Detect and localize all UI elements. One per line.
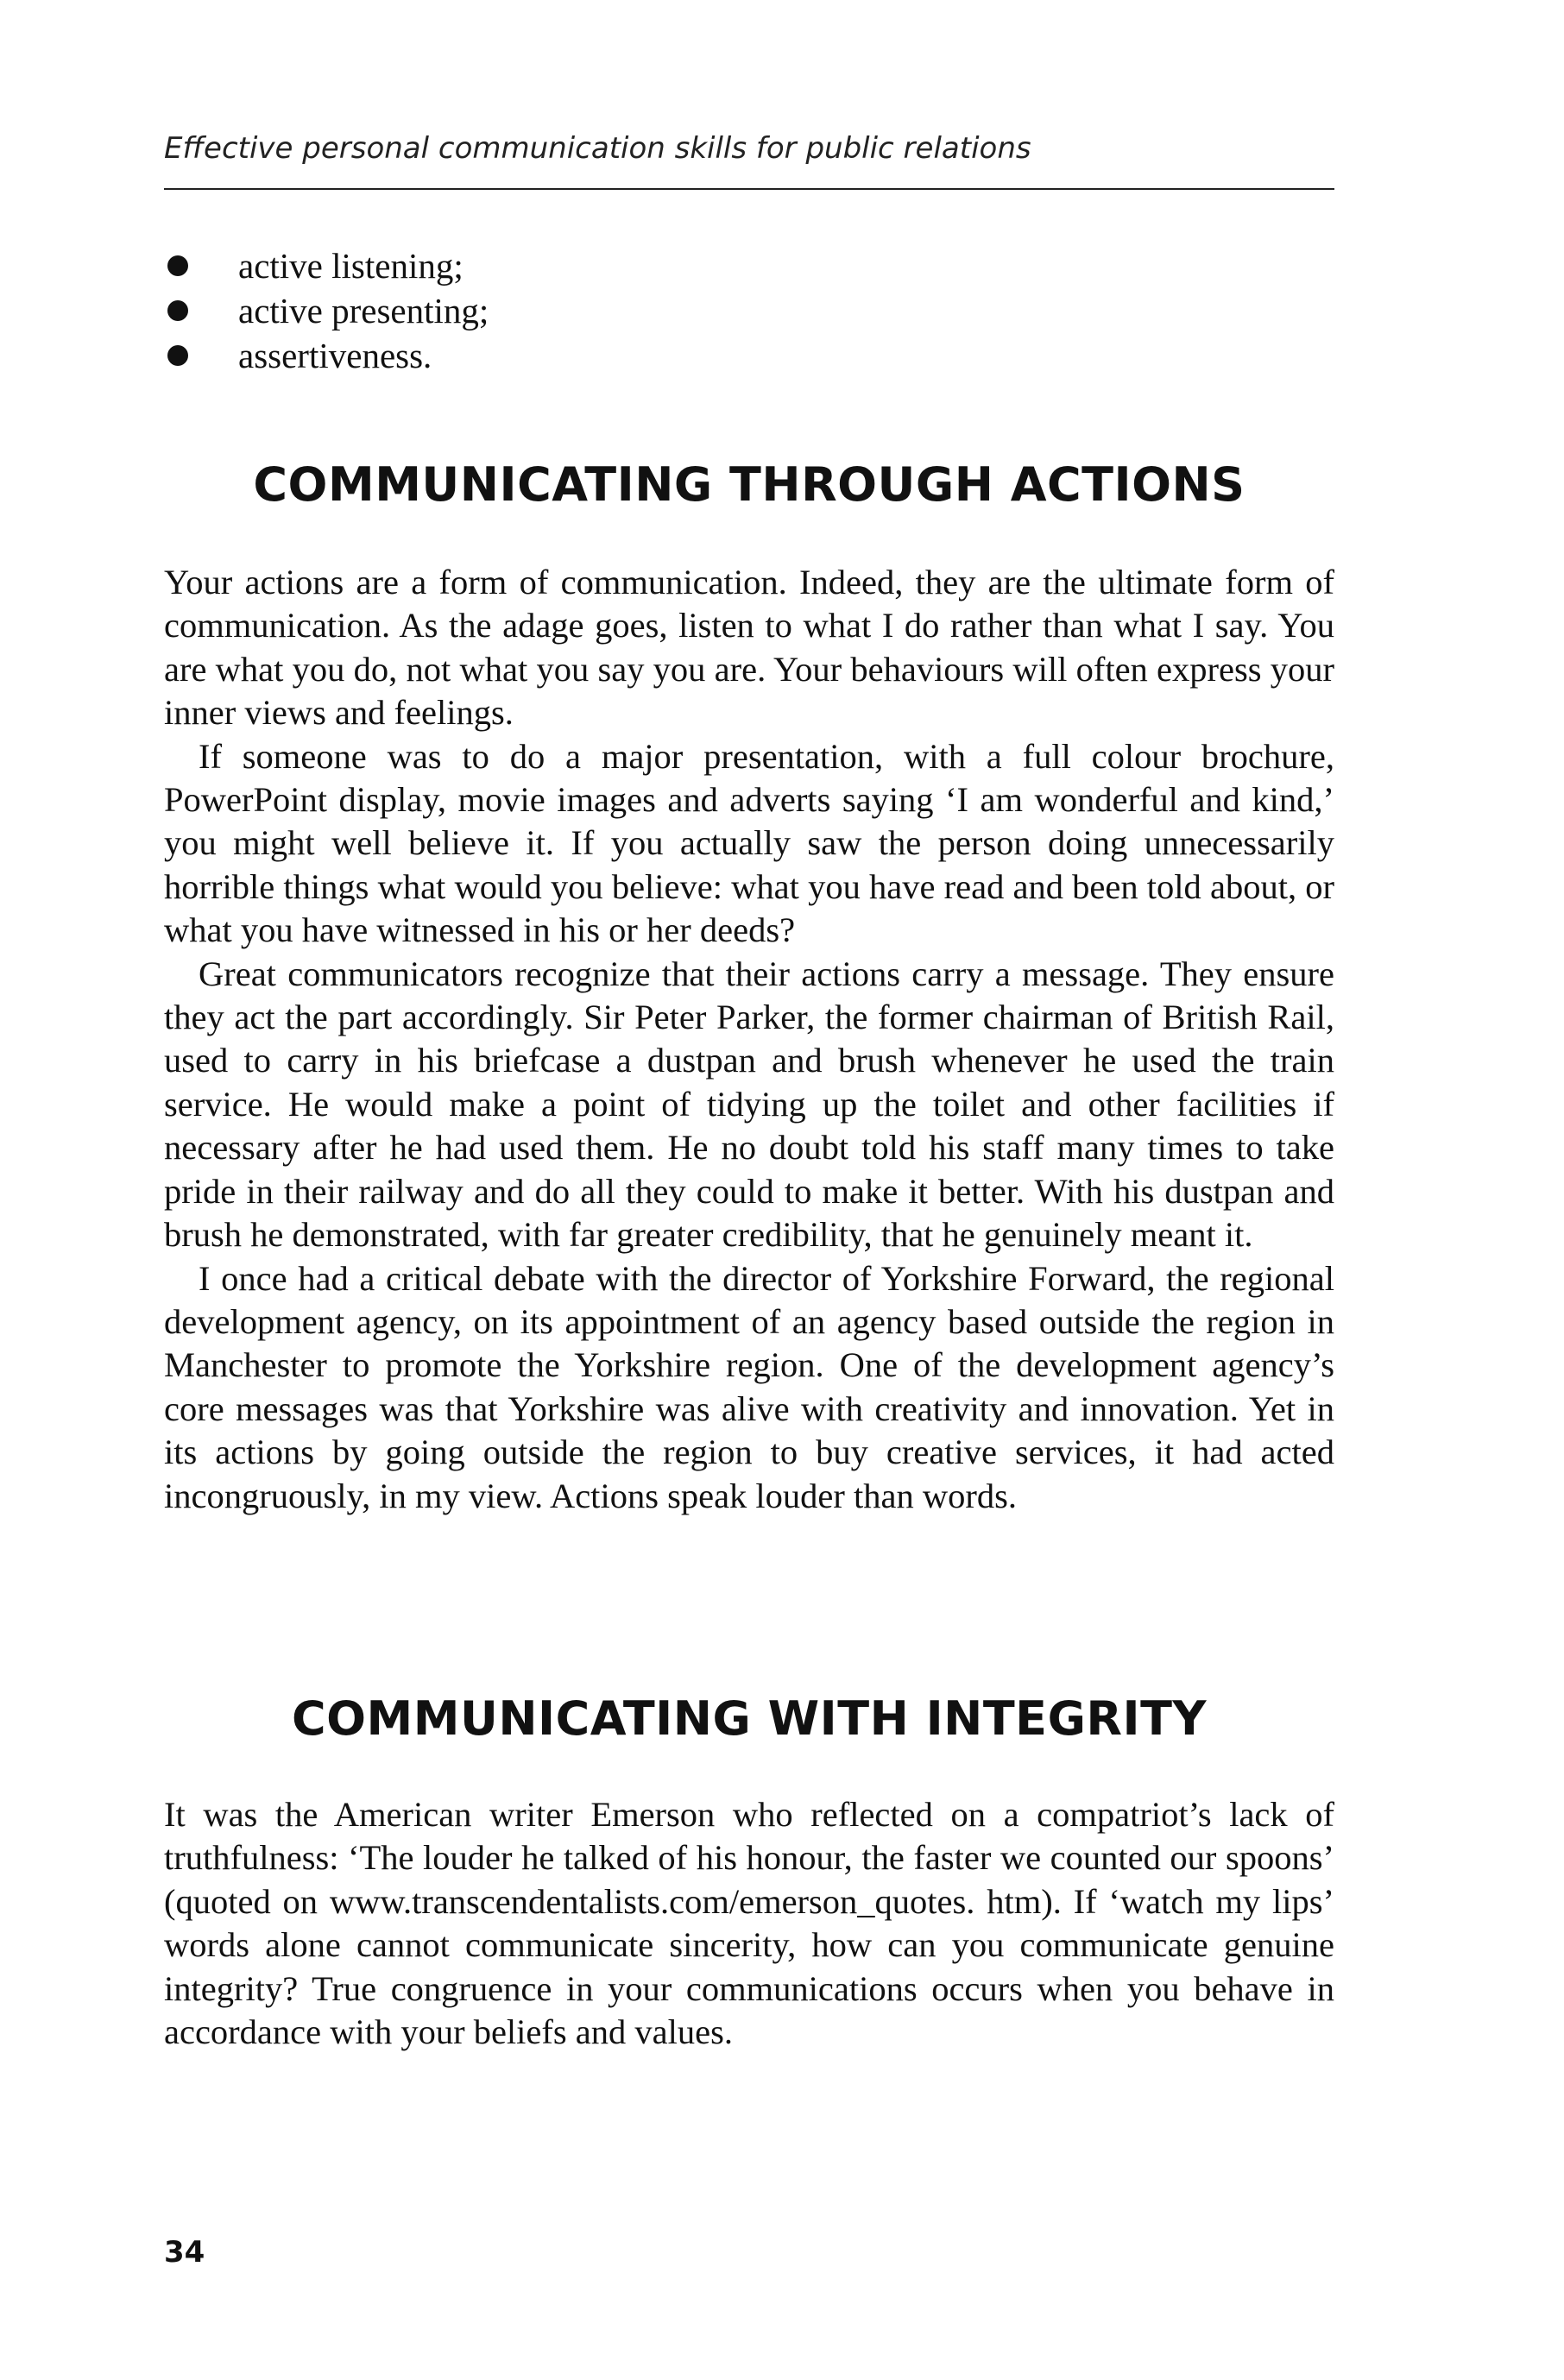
bullet-icon (167, 345, 188, 366)
bullet-item (164, 333, 1334, 378)
paragraph: Great communicators recognize that their actions carry a message. They ensure they act the part accordingly. Sir Peter Parker, the former chairman of British Rail, used to carry in his briefcase a dustpan and brush whenever he used the train service. He would make a point of tidying up the toilet and other facilities if necessary after he had used them. He no doubt told his staff many times to take pride in their railway and do all they could to make it better. With his dustpan and brush he demonstrated, with far greater credibility, that he genuinely meant it. (164, 954, 1334, 1255)
paragraph: If someone was to do a major presentation, with a full colour brochure, PowerPoint display, movie images and adverts saying ‘I am wonderful and kind,’ you might well believe it. If you actually saw the person doing unnecessarily horrible things what would you believe: what you have read and been told about, or what you have witnessed in his or her deeds? (164, 736, 1334, 950)
bullet-icon (167, 300, 188, 321)
running-head: Effective personal communication skills for public relations (164, 131, 1031, 166)
bullet-item (164, 288, 1334, 333)
bullet-icon (167, 255, 188, 276)
paragraph: It was the American writer Emerson who reflected on a compatriot’s lack of truthfulness: ‘The louder he talked of his honour, the faster we counted our spoons’ (quoted on www.transcendentalists.com/emerson_quotes. htm). If ‘watch my lips’ words alone cannot communicate sincerity, how can you communicate genuine integrity? True congruence in your communications occurs when you behave in accordance with your beliefs and values. (164, 1795, 1334, 2052)
section-heading-integrity: COMMUNICATING WITH INTEGRITY (291, 1691, 1208, 1746)
header-rule (164, 188, 1334, 190)
section-body-actions (164, 561, 1334, 1518)
bullet-list (164, 243, 1334, 378)
section-body-integrity (164, 1793, 1334, 2054)
bullet-item (164, 243, 1334, 288)
section-heading-actions: COMMUNICATING THROUGH ACTIONS (253, 457, 1246, 512)
bullet-text: active presenting; (238, 291, 489, 331)
page-number: 34 (164, 2235, 205, 2270)
bullet-text: assertiveness. (238, 336, 432, 375)
bullet-text: active listening; (238, 246, 464, 286)
paragraph: I once had a critical debate with the director of Yorkshire Forward, the regional development agency, on its appointment of an agency based outside the region in Manchester to promote the Yorkshire region. One of the development agency’s core messages was that Yorkshire was alive with creativity and innovation. Yet in its actions by going outside the region to buy creative services, it had acted incongruously, in my view. Actions speak louder than words. (164, 1258, 1334, 1515)
paragraph: Your actions are a form of communication. Indeed, they are the ultimate form of communication. As the adage goes, listen to what I do rather than what I say. You are what you do, not what you say you are. Your behaviours will often express your inner views and feelings. (164, 563, 1334, 733)
